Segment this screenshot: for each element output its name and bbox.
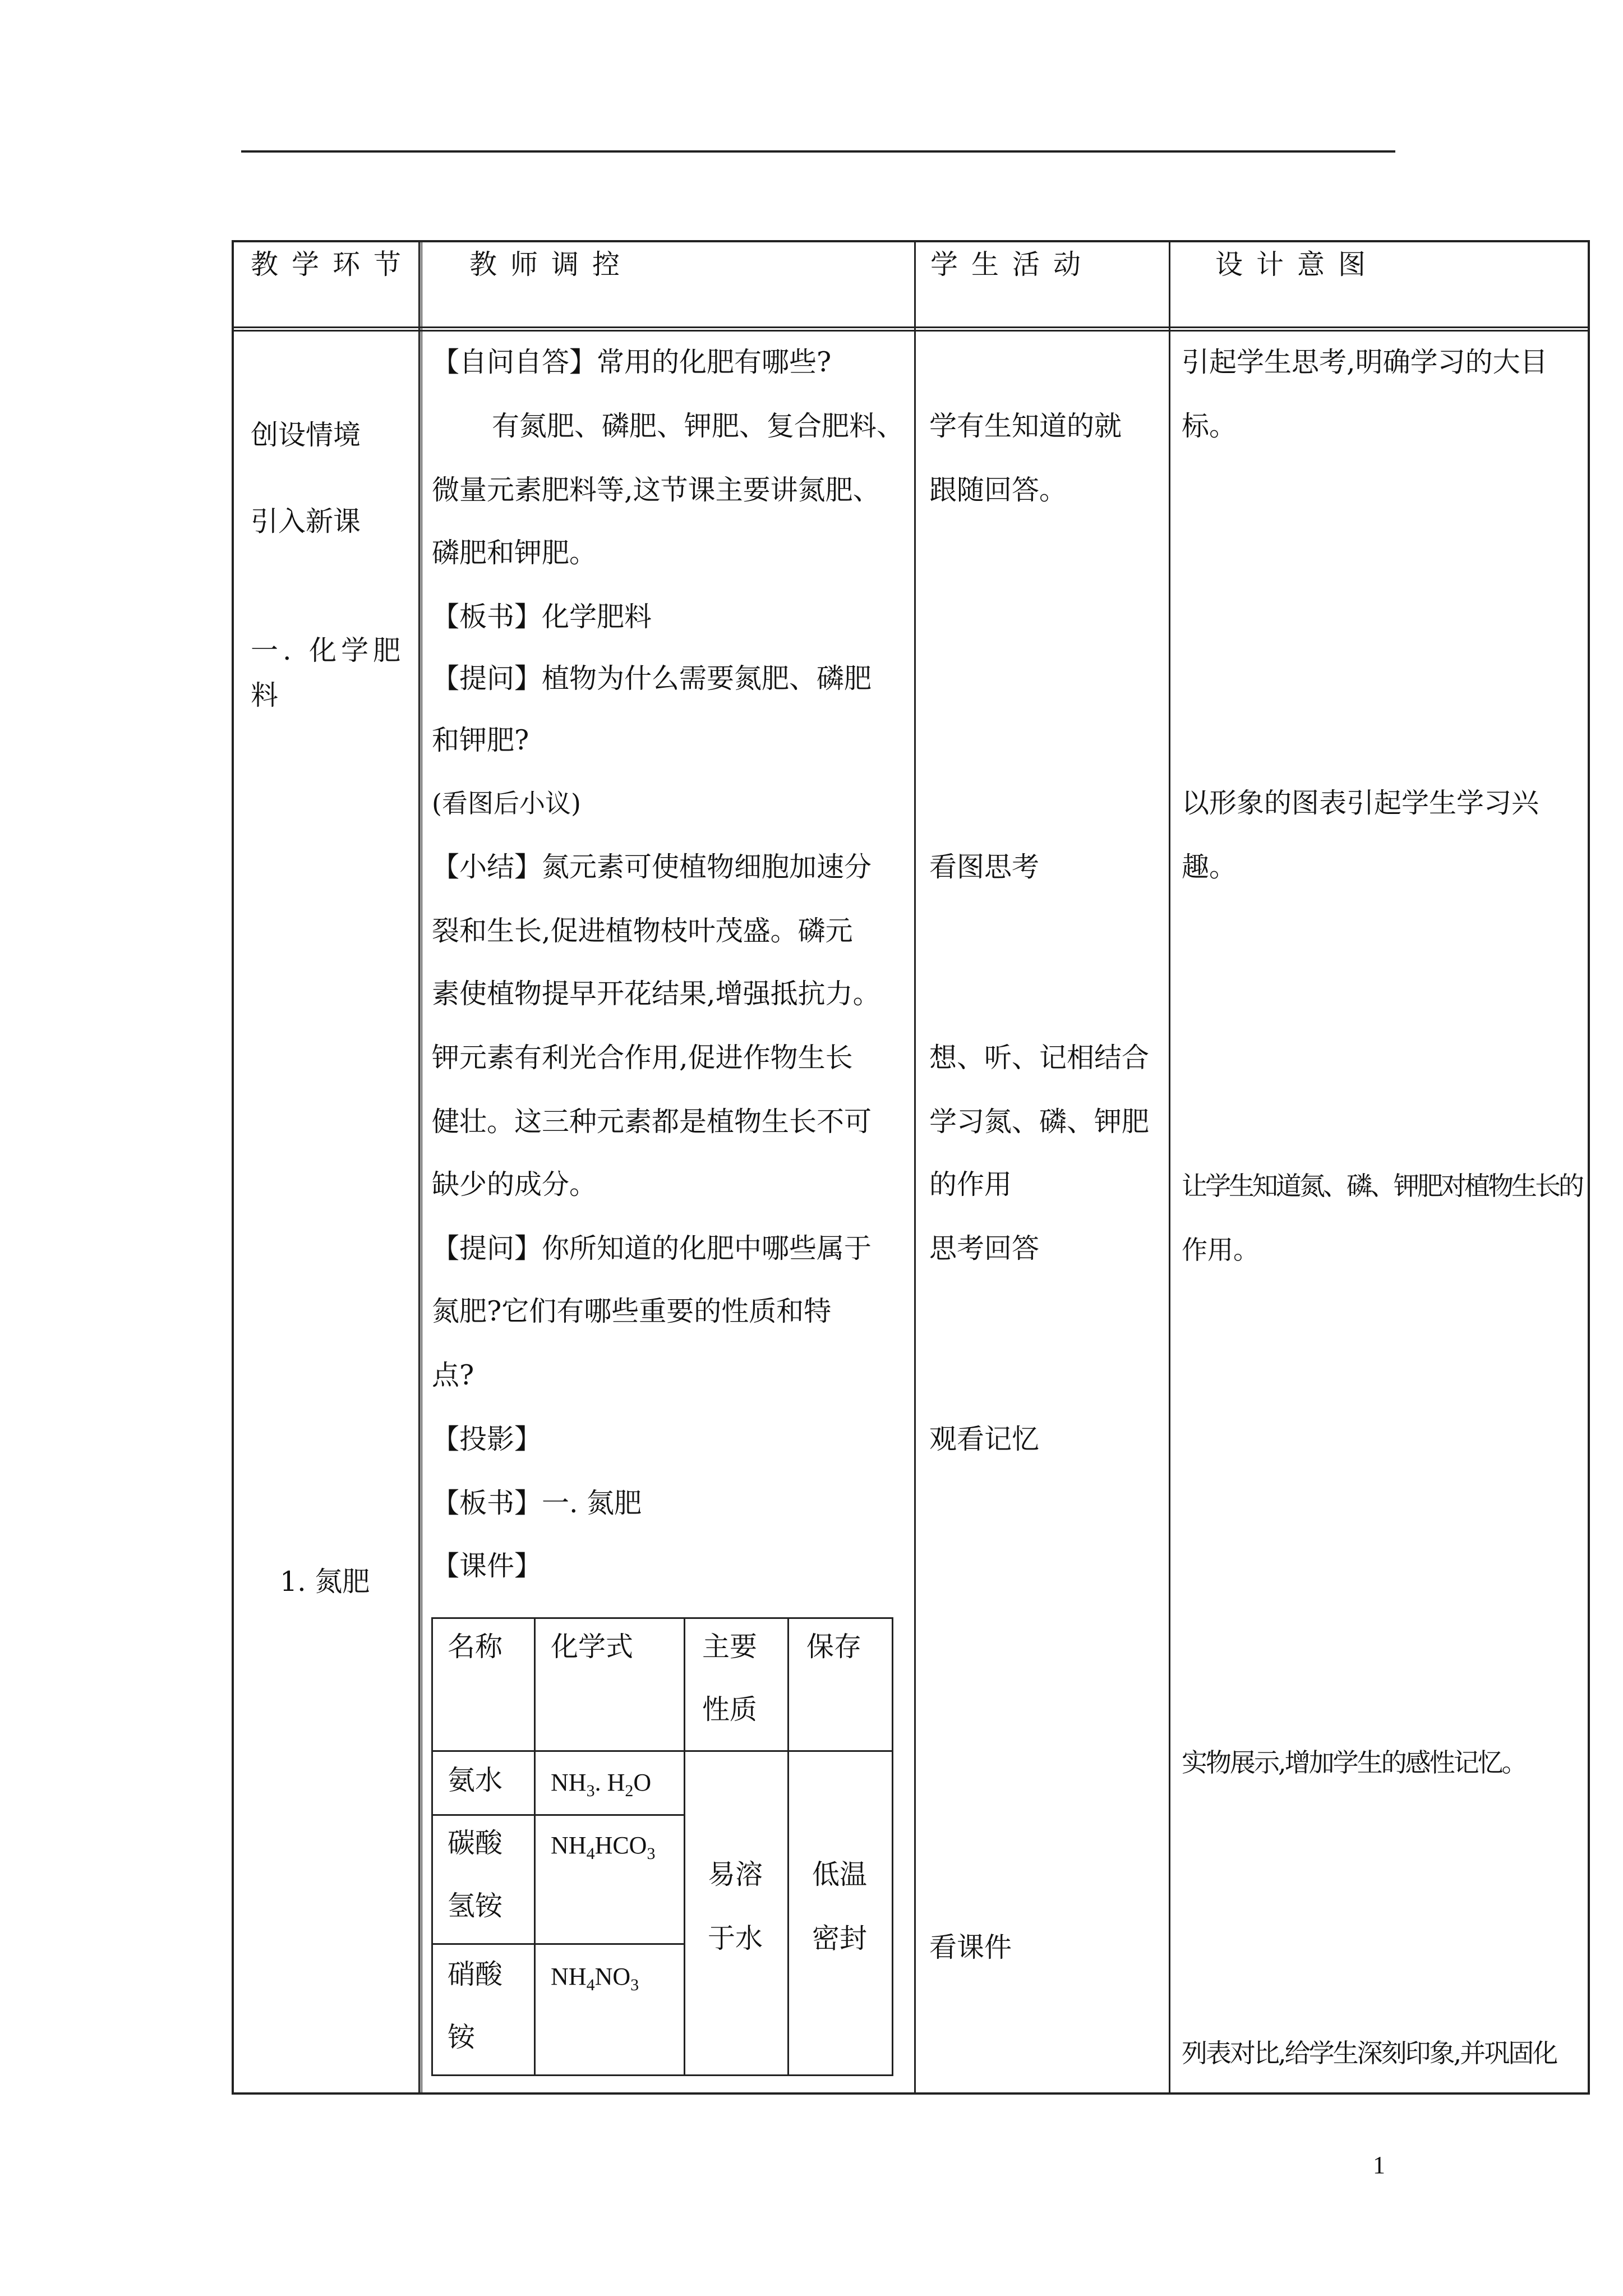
column-divider xyxy=(914,242,916,2092)
student-text: 想、听、记相结合 xyxy=(929,1042,1150,1074)
column-divider xyxy=(418,242,420,2092)
intent-text: 实物展示,增加学生的感性记忆。 xyxy=(1182,1747,1526,1778)
intent-text: 标。 xyxy=(1182,410,1237,442)
chemical-formula: $NH_4NO_3$ xyxy=(551,1963,639,1994)
teacher-text: 【小结】氮元素可使植物细胞加速分 xyxy=(432,851,872,883)
teacher-text: (看图后小议) xyxy=(432,788,581,818)
column-header-formula: 化学式 xyxy=(551,1631,634,1663)
fertilizer-name: 硝酸 xyxy=(448,1958,503,1990)
header-rule xyxy=(241,150,1395,153)
teacher-text: 点? xyxy=(432,1359,474,1391)
intent-text: 以形象的图表引起学生学习兴 xyxy=(1182,787,1539,819)
teacher-text: 磷肥和钾肥。 xyxy=(432,537,597,569)
fertilizer-name: 铵 xyxy=(448,2021,476,2053)
property-value: 易溶 xyxy=(708,1858,763,1890)
intent-text: 作用。 xyxy=(1182,1235,1259,1265)
stage-label: 创设情境 xyxy=(251,419,361,451)
teacher-text: 健壮。这三种元素都是植物生长不可 xyxy=(432,1106,872,1138)
student-text: 思考回答 xyxy=(929,1232,1040,1264)
fertilizer-name: 氢铵 xyxy=(448,1890,503,1922)
teacher-text: 【提问】你所知道的化肥中哪些属于 xyxy=(432,1232,872,1264)
intent-text: 让学生知道氮、磷、钾肥对植物生长的 xyxy=(1182,1171,1582,1201)
student-text: 观看记忆 xyxy=(929,1423,1040,1455)
student-text: 看课件 xyxy=(929,1931,1012,1963)
teacher-text: 和钾肥? xyxy=(432,724,529,756)
intent-text: 趣。 xyxy=(1182,851,1237,883)
subsection-heading: 1. 氮肥 xyxy=(280,1566,370,1598)
header-teaching-stage: 教学环节 xyxy=(251,249,415,280)
inner-divider xyxy=(433,1943,684,1945)
intent-text: 引起学生思考,明确学习的大目 xyxy=(1182,346,1548,378)
student-text: 看图思考 xyxy=(929,851,1040,883)
column-divider xyxy=(1169,242,1170,2092)
page-number: 1 xyxy=(1373,2151,1385,2179)
header-teacher-control: 教师调控 xyxy=(469,249,634,280)
storage-value: 低温 xyxy=(812,1858,868,1890)
column-header-property: 性质 xyxy=(702,1694,758,1726)
student-text: 学习氮、磷、钾肥 xyxy=(929,1106,1150,1138)
chemical-formula: $NH_4HCO_3$ xyxy=(551,1832,656,1863)
section-heading: 一. 化学肥 xyxy=(251,634,405,666)
teacher-text: 裂和生长,促进植物枝叶茂盛。磷元 xyxy=(432,915,853,947)
teacher-text: 【板书】化学肥料 xyxy=(432,601,652,633)
student-text: 的作用 xyxy=(929,1168,1012,1200)
teacher-text: 【提问】植物为什么需要氮肥、磷肥 xyxy=(432,662,872,694)
inner-divider xyxy=(534,1619,536,2074)
teacher-text: 钾元素有利光合作用,促进作物生长 xyxy=(432,1042,853,1074)
header-design-intent: 设计意图 xyxy=(1215,249,1380,280)
column-header-name: 名称 xyxy=(448,1631,503,1663)
fertilizer-name: 碳酸 xyxy=(448,1827,503,1859)
inner-divider xyxy=(433,1814,684,1816)
column-header-property: 主要 xyxy=(702,1631,758,1663)
header-divider xyxy=(234,330,1588,332)
student-text: 学有生知道的就 xyxy=(929,410,1122,442)
student-text: 跟随回答。 xyxy=(929,474,1067,506)
inner-divider xyxy=(433,1750,892,1752)
header-student-activity: 学生活动 xyxy=(930,249,1095,280)
column-divider xyxy=(421,242,427,2092)
nitrogen-fertilizer-table xyxy=(431,1617,893,2076)
column-header-storage: 保存 xyxy=(806,1631,862,1663)
intent-text: 列表对比,给学生深刻印象,并巩固化 xyxy=(1182,2038,1557,2068)
storage-value: 密封 xyxy=(812,1922,868,1954)
teacher-text: 缺少的成分。 xyxy=(432,1168,597,1200)
teacher-text: 【课件】 xyxy=(432,1550,542,1582)
teacher-text: 【投影】 xyxy=(432,1423,542,1455)
property-value: 于水 xyxy=(708,1922,763,1954)
header-divider xyxy=(234,326,1588,328)
teacher-text: 【自问自答】常用的化肥有哪些? xyxy=(432,346,832,378)
fertilizer-name: 氨水 xyxy=(448,1764,503,1796)
chemical-formula: $NH_3$. $H_2O$ xyxy=(551,1769,652,1800)
teacher-text: 氮肥?它们有哪些重要的性质和特 xyxy=(432,1295,832,1327)
stage-label: 引入新课 xyxy=(251,505,361,537)
section-heading: 料 xyxy=(251,679,279,711)
teacher-text: 【板书】一. 氮肥 xyxy=(432,1487,642,1519)
inner-divider xyxy=(787,1619,789,2074)
teacher-text: 有氮肥、磷肥、钾肥、复合肥料、 xyxy=(492,410,905,442)
teacher-text: 微量元素肥料等,这节课主要讲氮肥、 xyxy=(432,474,880,506)
inner-divider xyxy=(684,1619,685,2074)
teacher-text: 素使植物提早开花结果,增强抵抗力。 xyxy=(432,978,880,1010)
